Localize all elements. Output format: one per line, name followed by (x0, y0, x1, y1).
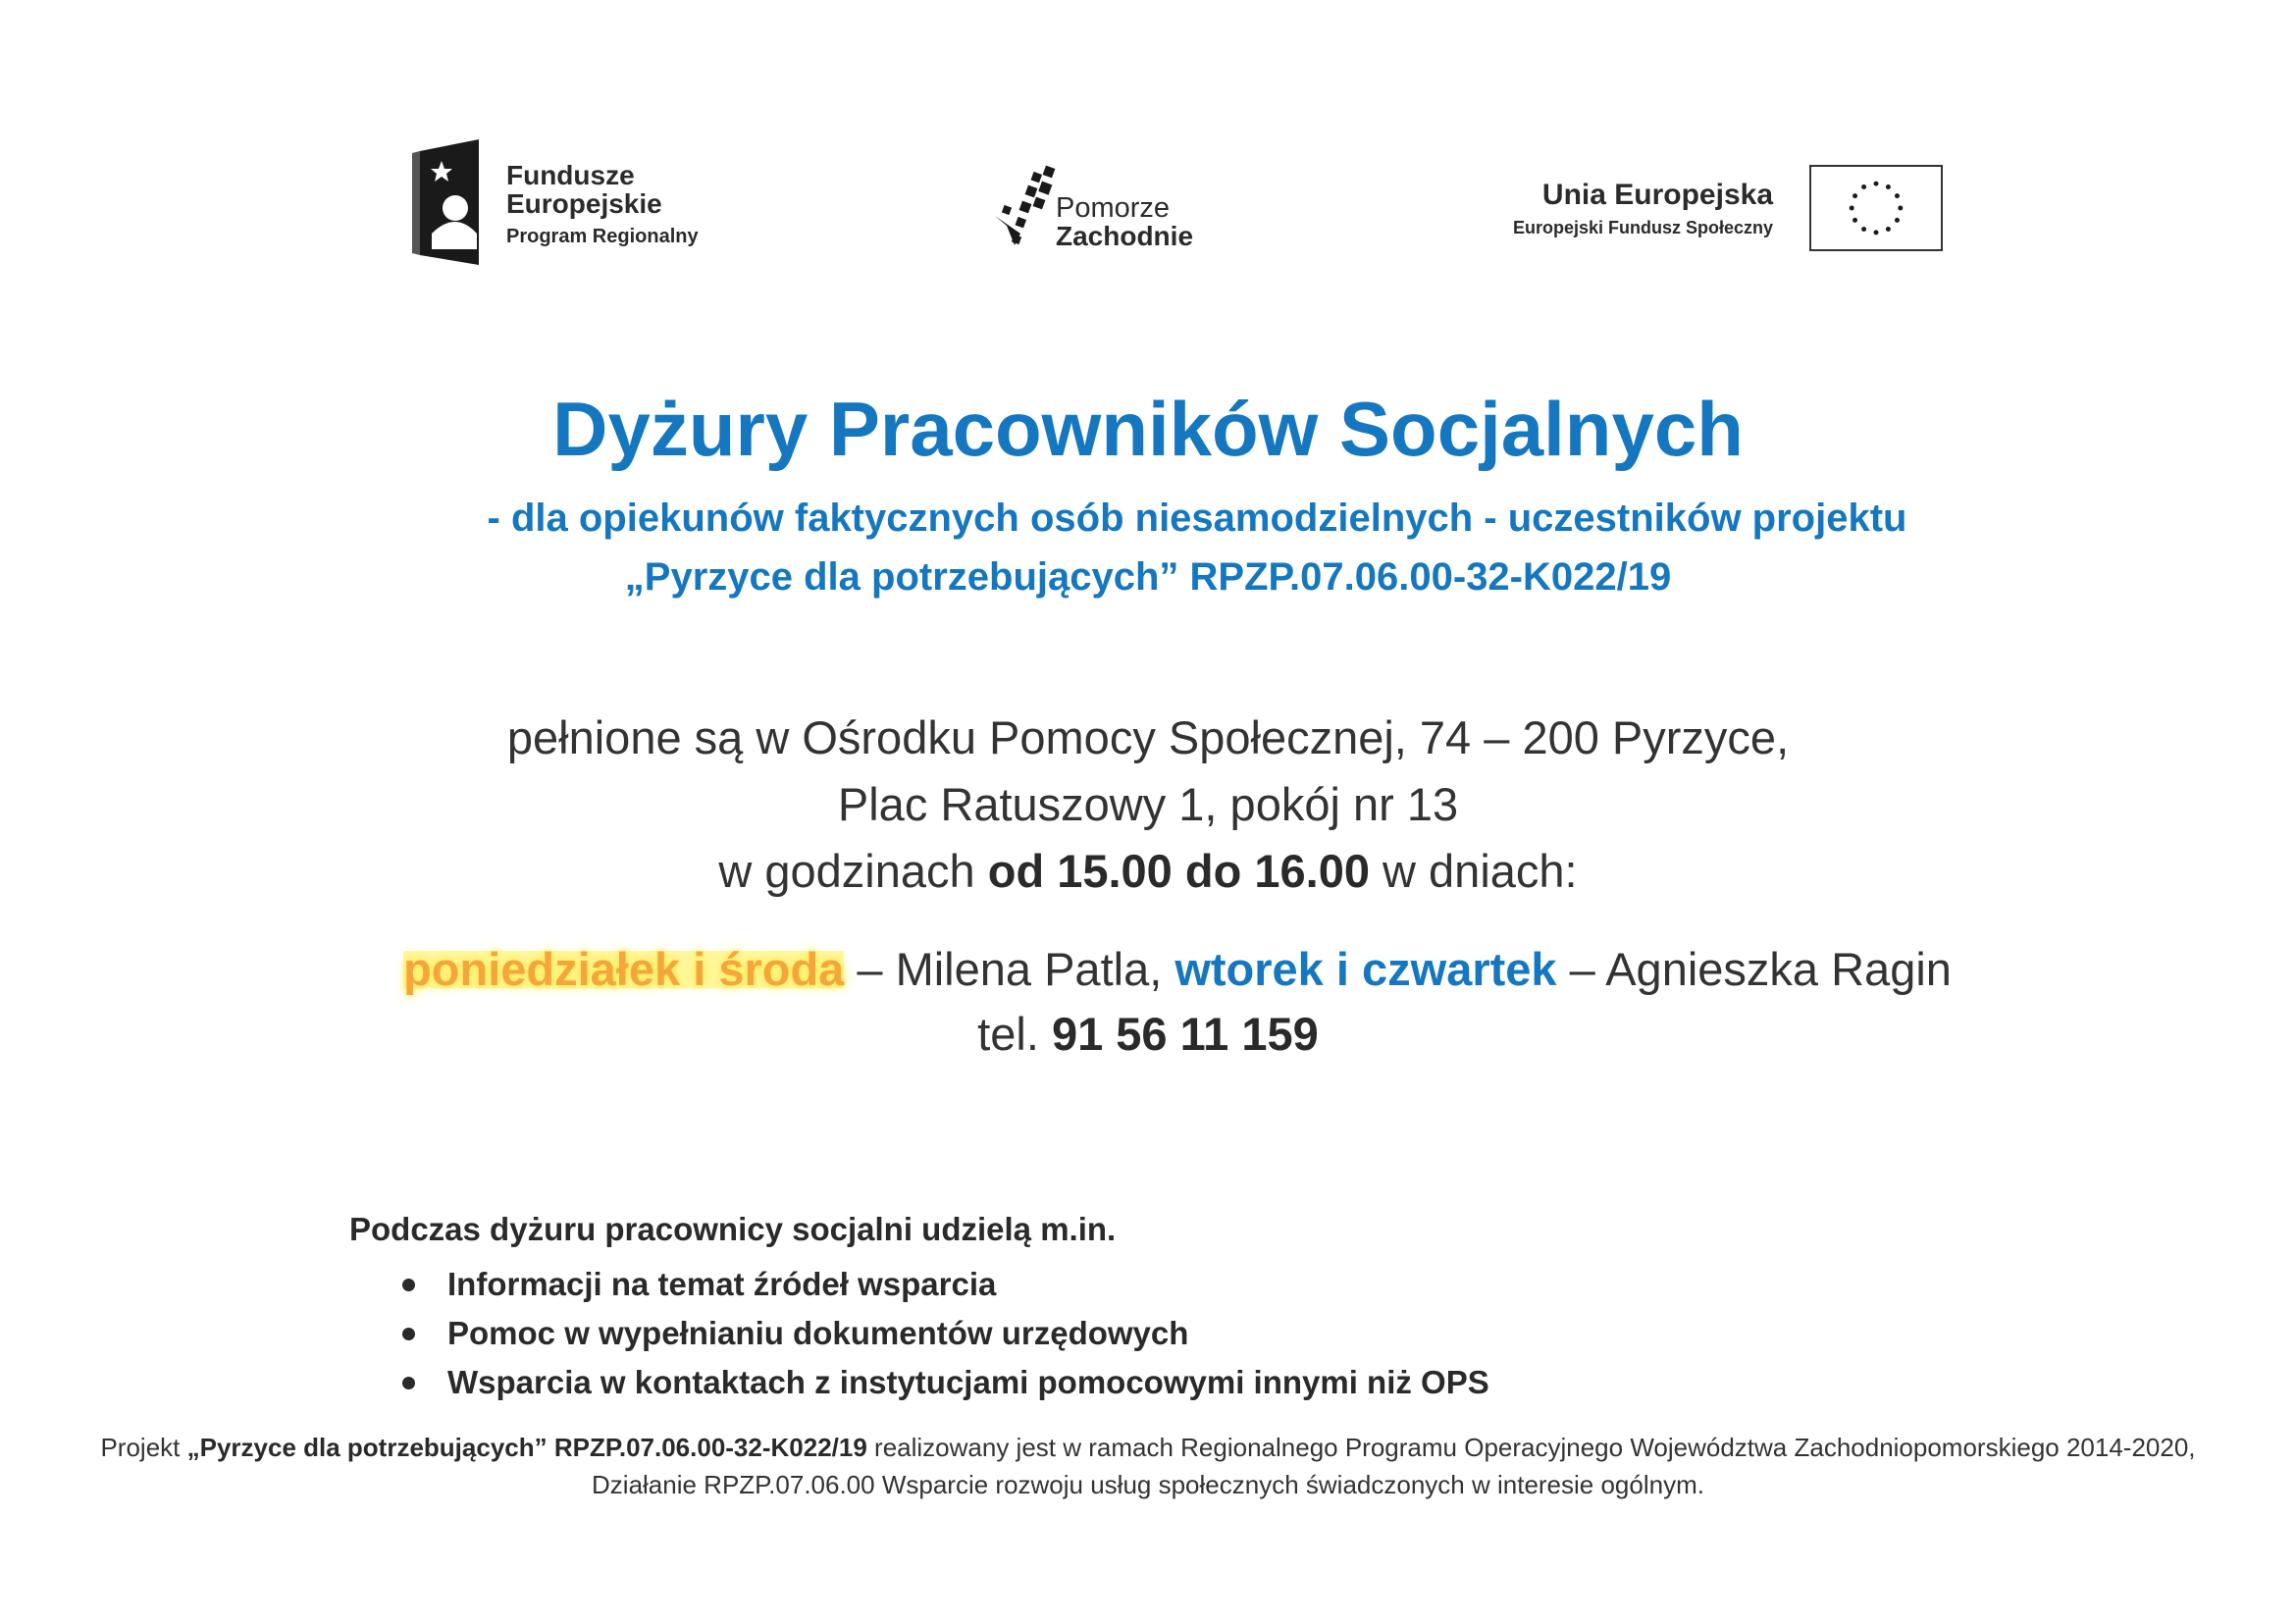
fe-logo-line2: Europejskie (506, 188, 662, 220)
days-monday-wednesday: poniedziałek i środa (403, 943, 845, 995)
footer-note (59, 1429, 2237, 1503)
pz-logo-text (1056, 194, 1193, 250)
list-item (402, 1309, 1489, 1358)
pz-logo-line1: Pomorze (1056, 192, 1171, 224)
footer-post: realizowany jest w ramach Regionalnego Programu Operacyjnego Województwa Zachodniopomorskiego 2014-2020, Działanie RPZP.07.06.00 Wsparcie rozwoju usług społecznych świadczonych w interesie ogólnym. (592, 1433, 2196, 1499)
ue-logo-text (1513, 179, 1773, 238)
eu-star-icon (1874, 230, 1879, 235)
bullet-icon (402, 1328, 415, 1340)
eu-star-icon (1852, 193, 1857, 198)
duty-item-2: Pomoc w wypełnianiu dokumentów urzędowych (447, 1315, 1189, 1351)
eu-star-icon (1886, 184, 1891, 189)
bullet-icon (402, 1279, 415, 1291)
ue-logo-line2: Europejski Fundusz Społeczny (1512, 218, 1773, 237)
eu-star-icon (1886, 227, 1891, 232)
duties-intro: Podczas dyżuru pracownicy socjalni udzielą m.in. (349, 1211, 1117, 1247)
unia-europejska-logo (1482, 165, 1943, 257)
worker-2: – Agnieszka Ragin (1556, 943, 1952, 995)
days-tuesday-thursday: wtorek i czwartek (1174, 943, 1557, 995)
info-line2: Plac Ratuszowy 1, pokój nr 13 (837, 778, 1459, 830)
bullet-icon (402, 1377, 415, 1389)
fe-logo-text (506, 161, 699, 247)
list-item (402, 1260, 1489, 1309)
subtitle-line2: „Pyrzyce dla potrzebujących” RPZP.07.06.00-32-K022/19 (624, 555, 1672, 599)
fundusze-europejskie-logo (412, 139, 726, 269)
worker-1: – Milena Patla, (844, 943, 1175, 995)
list-item (402, 1358, 1489, 1407)
footer-project: „Pyrzyce dla potrzebujących” RPZP.07.06.00-32-K022/19 (186, 1433, 867, 1462)
duties-list (402, 1260, 1489, 1407)
page-title: Dyżury Pracowników Socjalnych (552, 386, 1744, 472)
schedule-line (353, 942, 2002, 996)
info-line3 (0, 844, 2296, 898)
duty-item-3: Wsparcia w kontaktach z instytucjami pomocowymi innymi niż OPS (447, 1364, 1489, 1400)
eu-flag-icon (1809, 165, 1943, 251)
fe-logo-line3: Program Regionalny (506, 225, 699, 247)
info-hours: od 15.00 do 16.00 (987, 845, 1370, 897)
subtitle-line1: - dla opiekunów faktycznych osób niesamodzielnych - uczestników projektu (487, 497, 1907, 540)
footer-pre: Projekt (100, 1433, 187, 1462)
eu-star-icon (1852, 218, 1857, 223)
eu-star-icon (1895, 193, 1900, 198)
phone-label: tel. (977, 1008, 1052, 1060)
info-hours-pre: w godzinach (718, 845, 988, 897)
pz-logo-line2: Zachodnie (1056, 221, 1194, 251)
fundusze-europejskie-icon (412, 139, 479, 265)
eu-star-icon (1895, 218, 1900, 223)
eu-star-icon (1861, 227, 1866, 232)
fe-logo-line1: Fundusze (506, 160, 635, 190)
eu-star-icon (1874, 182, 1879, 186)
eu-star-icon (1861, 184, 1866, 189)
eu-star-icon (1850, 206, 1854, 211)
duty-item-1: Informacji na temat źródeł wsparcia (447, 1266, 997, 1302)
phone-line (0, 1007, 2296, 1061)
phone-number: 91 56 11 159 (1051, 1008, 1319, 1060)
info-line1: pełnione są w Ośrodku Pomocy Społecznej, 74 – 200 Pyrzyce, (506, 711, 1790, 763)
pomorze-zachodnie-logo (993, 165, 1209, 263)
eu-star-icon (1898, 206, 1903, 211)
info-hours-post: w dniach: (1369, 845, 1578, 897)
ue-logo-line1: Unia Europejska (1541, 179, 1773, 211)
